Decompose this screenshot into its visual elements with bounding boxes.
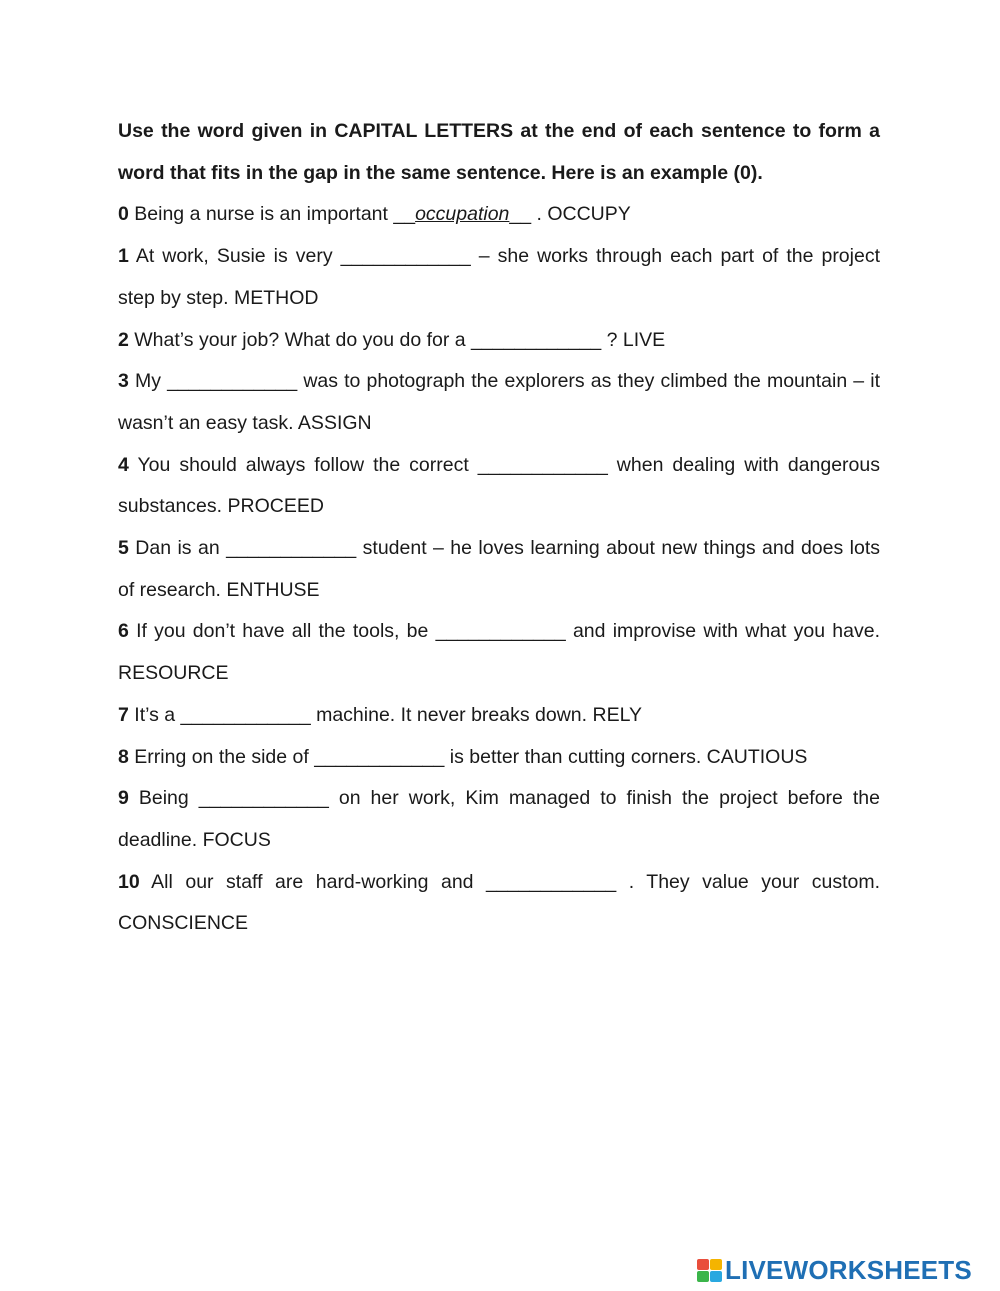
answer-gap[interactable]: ____________ xyxy=(226,537,357,560)
sentence-end: . They value your custom. CONSCIENCE xyxy=(118,870,881,935)
item-number: 3 xyxy=(118,370,129,393)
item-number: 4 xyxy=(118,453,129,476)
question-item xyxy=(118,778,880,861)
question-list xyxy=(118,236,880,945)
item-number: 1 xyxy=(118,245,129,268)
logo-text: LIVEWORKSHEETS xyxy=(725,1254,972,1285)
answer-gap[interactable]: ____________ xyxy=(477,453,608,476)
sentence-start: All our staff are hard-working and xyxy=(151,870,474,893)
question-item xyxy=(118,320,880,362)
sentence-start: It’s a xyxy=(134,703,176,726)
sentence-end: is better than cutting corners. CAUTIOUS xyxy=(449,745,808,768)
question-item xyxy=(118,528,880,611)
liveworksheets-logo xyxy=(697,1254,972,1286)
sentence-end: – she works through each part of the project step by step. METHOD xyxy=(118,245,881,309)
item-number: 9 xyxy=(118,787,129,810)
item-number: 0 xyxy=(118,203,129,226)
example-answer: occupation xyxy=(415,203,510,226)
sentence-start: My xyxy=(134,370,161,393)
question-item xyxy=(118,361,880,444)
sentence-start: Being xyxy=(138,787,189,810)
sentence-end: . OCCUPY xyxy=(536,203,631,226)
answer-gap[interactable]: ____________ xyxy=(314,745,445,768)
sentence-end: and improvise with what you have. RESOURCE xyxy=(118,620,880,685)
answer-gap[interactable]: ____________ xyxy=(486,870,617,893)
sentence-start: What’s your job? What do you do for a xyxy=(134,328,466,351)
sentence-start: Dan is an xyxy=(135,537,220,560)
question-item xyxy=(118,445,880,528)
answer-gap[interactable]: ____________ xyxy=(435,620,566,643)
question-item xyxy=(118,737,880,779)
instructions: Use the word given in CAPITAL LETTERS at the end of each sentence to form a word that fits in the gap in the same sentence. Here is an example (0). xyxy=(118,120,880,184)
answer-gap[interactable]: ____________ xyxy=(471,328,602,351)
logo-mark-square xyxy=(710,1259,722,1270)
example-item xyxy=(118,194,880,236)
worksheet xyxy=(118,111,880,945)
sentence-end: machine. It never breaks down. RELY xyxy=(316,703,642,726)
sentence-start: At work, Susie is very xyxy=(135,245,333,268)
sentence-end: was to photograph the explorers as they climbed the mountain – it wasn’t an easy task. ASSIGN xyxy=(118,370,880,434)
answer-gap[interactable]: ____________ xyxy=(198,787,329,810)
logo-mark-square xyxy=(697,1271,709,1282)
sentence-end: ? LIVE xyxy=(606,328,666,351)
logo-mark-icon xyxy=(697,1259,722,1282)
item-number: 10 xyxy=(118,870,140,893)
question-item xyxy=(118,611,880,694)
question-item xyxy=(118,862,880,945)
sentence-start: You should always follow the correct xyxy=(137,453,469,476)
item-number: 5 xyxy=(118,537,129,560)
logo-mark-square xyxy=(697,1259,709,1270)
sentence-end: student – he loves learning about new things and does lots of research. ENTHUSE xyxy=(118,537,880,601)
sentence-start: If you don’t have all the tools, be xyxy=(136,620,429,643)
sentence-start: Erring on the side of xyxy=(134,745,309,768)
item-number: 8 xyxy=(118,745,129,768)
sentence-end: when dealing with dangerous substances. PROCEED xyxy=(118,453,880,518)
answer-gap[interactable]: ____________ xyxy=(340,245,471,268)
item-number: 7 xyxy=(118,703,129,726)
logo-mark-square xyxy=(710,1271,722,1282)
sentence-end: on her work, Kim managed to finish the project before the deadline. FOCUS xyxy=(118,787,880,851)
question-item xyxy=(118,236,880,319)
item-number: 6 xyxy=(118,620,129,643)
answer-gap[interactable]: ____________ xyxy=(180,703,311,726)
answer-gap[interactable]: ____________ xyxy=(167,370,298,393)
sentence-start: Being a nurse is an important xyxy=(134,203,388,226)
item-number: 2 xyxy=(118,328,129,351)
question-item xyxy=(118,695,880,737)
example-gap: __occupation__ xyxy=(393,203,532,226)
